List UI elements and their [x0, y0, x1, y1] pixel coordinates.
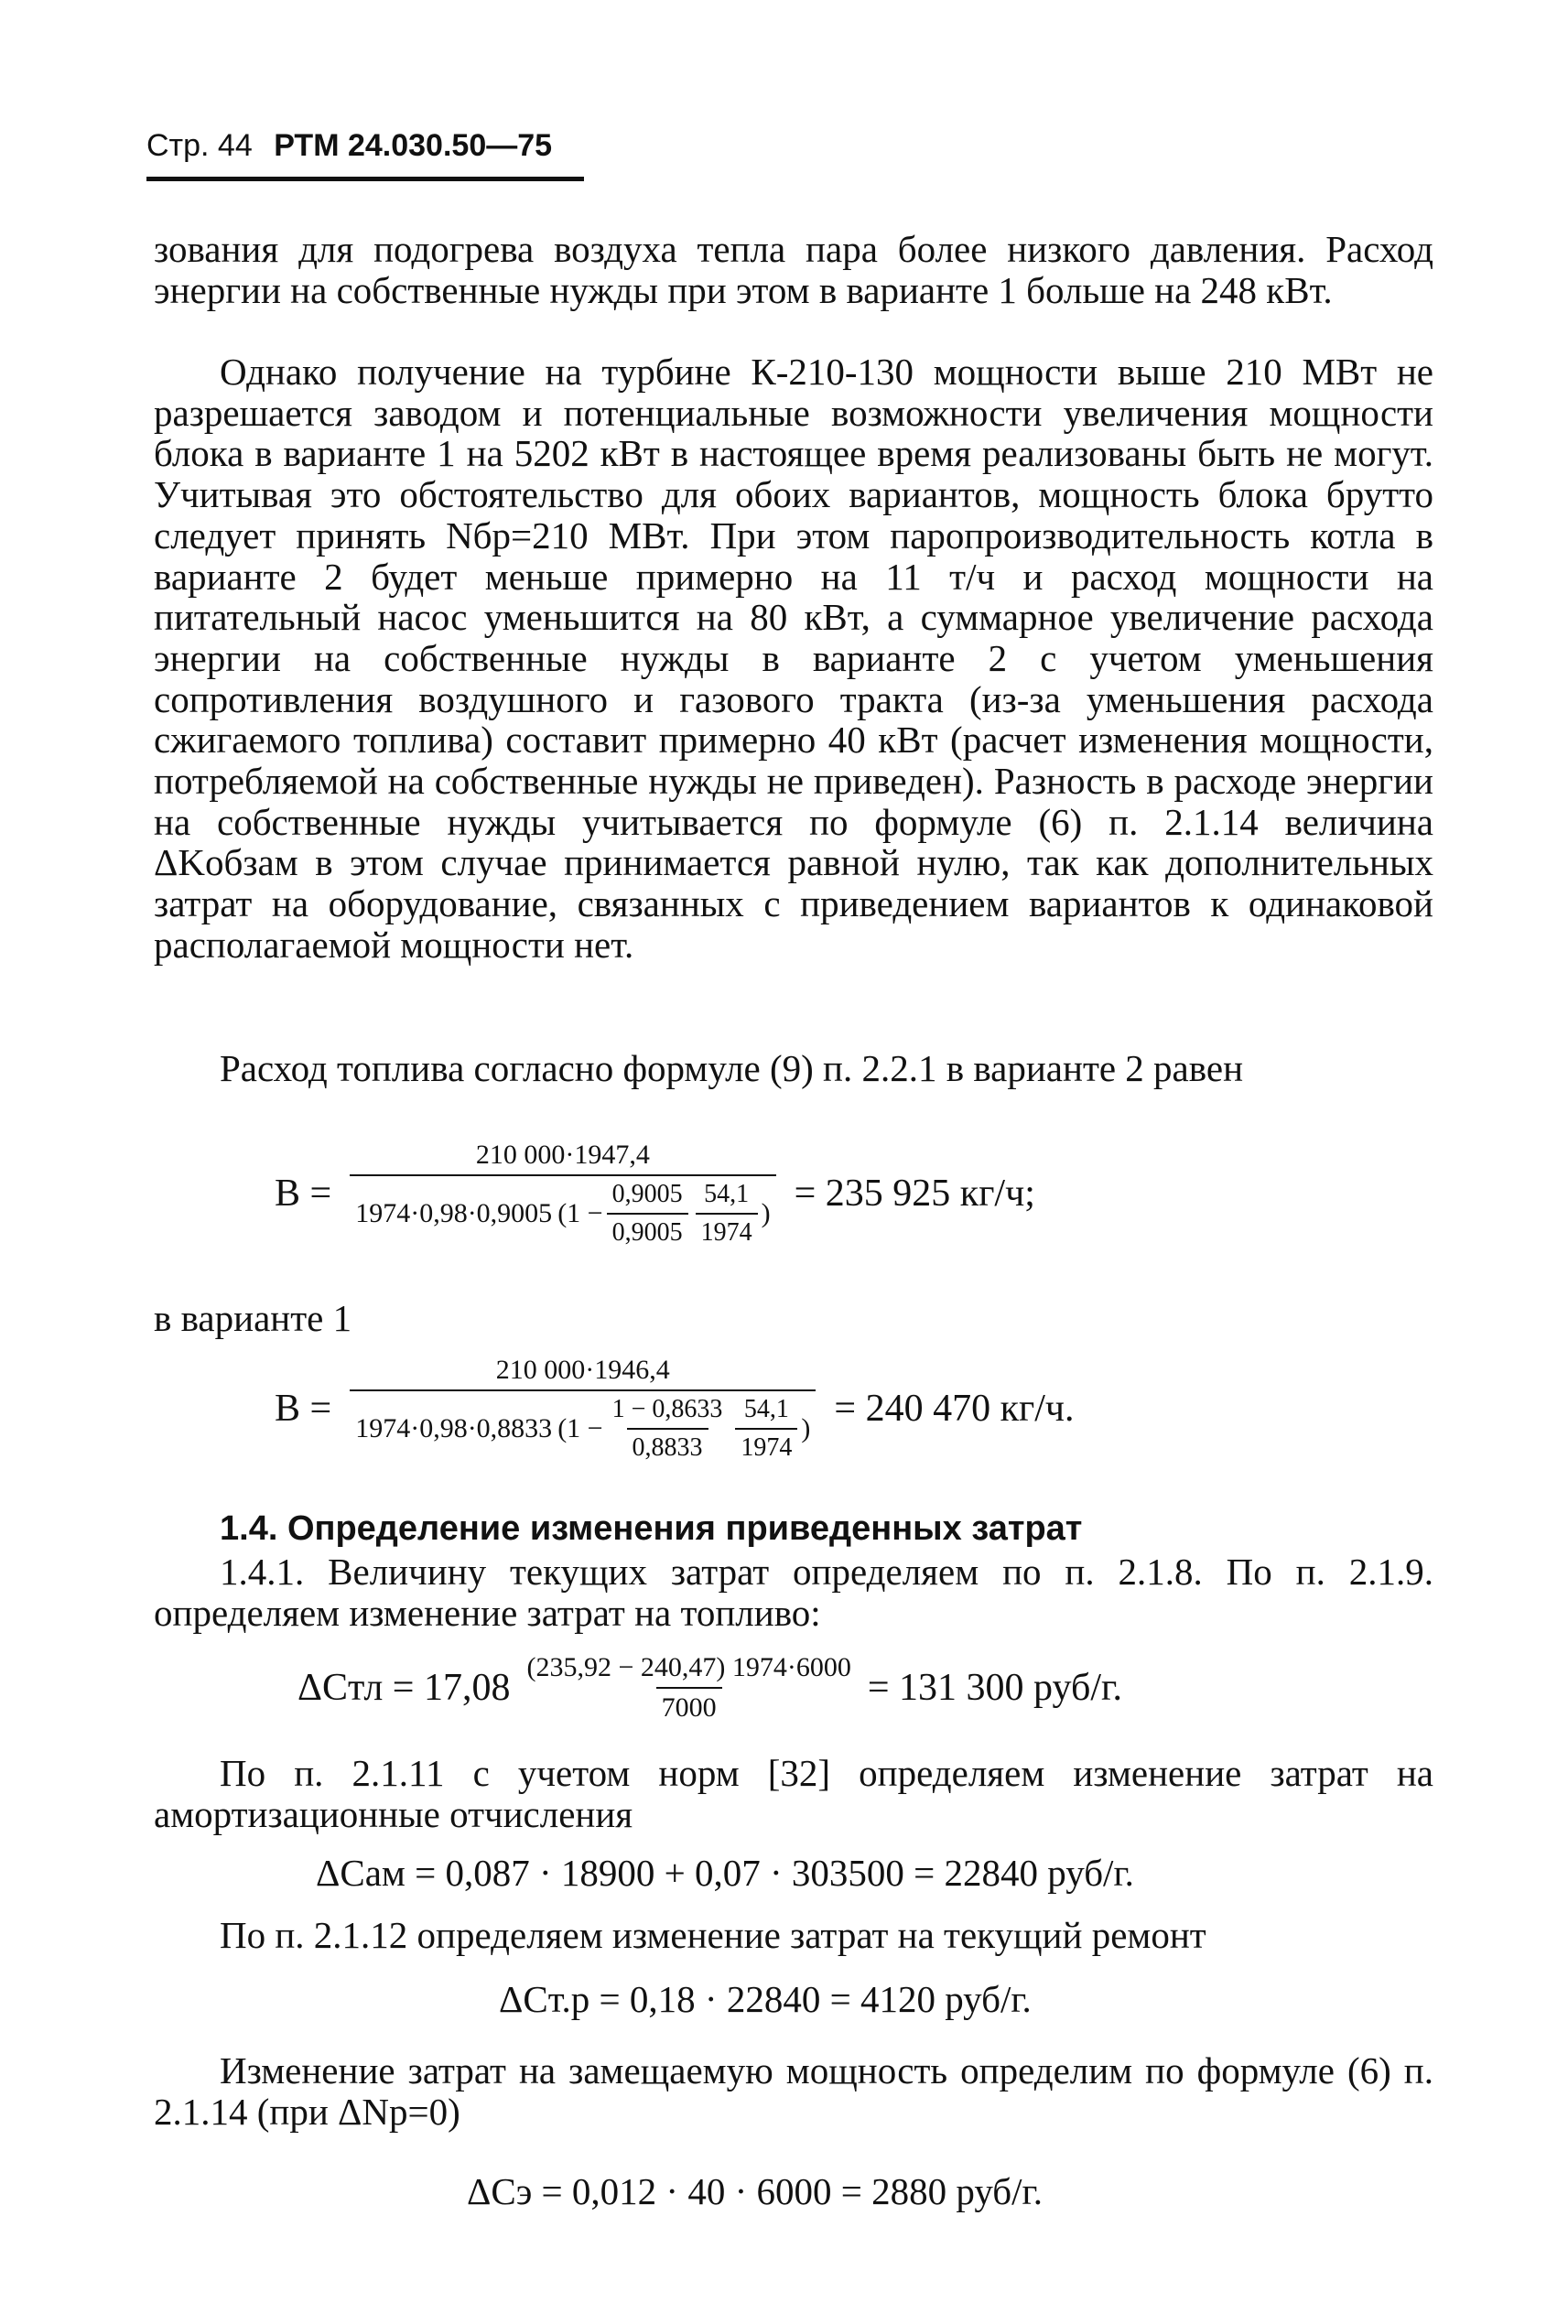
formula-rhs: = 131 300 руб/г.: [867, 1667, 1122, 1709]
paragraph-4: в варианте 1: [154, 1297, 352, 1339]
formula-b-variant-2: [275, 1140, 1035, 1248]
document-code: РТМ 24.030.50—75: [274, 128, 553, 163]
ratio-fraction: [696, 1180, 758, 1248]
inner-fraction: [607, 1180, 688, 1248]
formula-delta-c-amortization: ΔCам = 0,087 · 18900 + 0,07 · 303500 = 22840 руб/г.: [316, 1852, 1134, 1894]
inner-fraction: [607, 1395, 729, 1463]
formula-b-variant-1: [275, 1355, 1075, 1463]
paragraph-7: По п. 2.1.12 определяем изменение затрат на текущий ремонт: [220, 1914, 1206, 1956]
den-left: 1974·0,98·0,8833: [355, 1413, 553, 1443]
section-heading: 1.4. Определение изменения приведенных затрат: [220, 1509, 1083, 1548]
den-open: (1 −: [557, 1198, 603, 1228]
den-close: ): [761, 1198, 771, 1228]
main-fraction: [350, 1140, 775, 1248]
fraction-numerator: (235,92 − 240,47) 1974·6000: [526, 1652, 851, 1682]
den-close: ): [801, 1413, 811, 1443]
paragraph-8: Изменение затрат на замещаемую мощность определим по формуле (6) п. 2.1.14 (при ΔNр=0): [154, 2049, 1433, 2133]
paragraph-1: зования для подогрева воздуха тепла пара более низкого давления. Расход энергии на собственные нужды при этом в варианте 1 больше на 248 кВт.: [154, 228, 1433, 311]
fraction-denominator: [350, 1174, 775, 1248]
ratio-numerator: 54,1: [704, 1180, 750, 1208]
fuel-fraction: [521, 1652, 856, 1724]
ratio-denominator: 1974: [735, 1428, 797, 1463]
den-left: 1974·0,98·0,9005: [355, 1198, 553, 1228]
inner-denominator: 0,8833: [627, 1428, 708, 1463]
formula-lhs: B =: [275, 1388, 332, 1430]
formula-rhs: = 235 925 кг/ч;: [794, 1173, 1035, 1215]
den-open: (1 −: [557, 1413, 603, 1443]
formula-delta-c-fuel: [297, 1652, 1122, 1724]
inner-numerator: 1 − 0,8633: [611, 1395, 723, 1423]
page-header: [146, 128, 552, 164]
formula-lhs: ΔCтл = 17,08: [297, 1667, 511, 1709]
header-rule: [146, 177, 584, 181]
page-number: Стр. 44: [146, 128, 253, 163]
formula-delta-c-capacity: ΔCэ = 0,012 · 40 · 6000 = 2880 руб/г.: [467, 2170, 1043, 2212]
paragraph-3: Расход топлива согласно формуле (9) п. 2.2.1 в варианте 2 равен: [220, 1047, 1244, 1089]
fraction-numerator: 210 000·1946,4: [495, 1355, 670, 1385]
formula-rhs: = 240 470 кг/ч.: [834, 1388, 1075, 1430]
ratio-denominator: 1974: [696, 1213, 758, 1248]
ratio-fraction: [735, 1395, 797, 1463]
fraction-denominator: 7000: [656, 1687, 722, 1724]
main-fraction: [350, 1355, 816, 1463]
fraction-denominator: [350, 1389, 816, 1463]
paragraph-6: По п. 2.1.11 с учетом норм [32] определяем изменение затрат на амортизационные отчисления: [154, 1752, 1433, 1835]
inner-numerator: 0,9005: [611, 1180, 683, 1208]
fraction-numerator: 210 000·1947,4: [475, 1140, 650, 1170]
ratio-numerator: 54,1: [743, 1395, 789, 1423]
inner-denominator: 0,9005: [607, 1213, 688, 1248]
paragraph-2: Однако получение на турбине К-210-130 мощности выше 210 МВт не разрешается заводом и потенциальные возможности увеличения мощности блока в варианте 1 на 5202 кВт в настоящее время реализованы быть не могут. Учитывая это обстоятельство для обоих вариантов, мощность блока брутто следует принять Nбр=210 МВт. При этом паропроизводительность котла в варианте 2 будет меньше примерно на 11 т/ч и расход мощности на питательный насос уменьшится на 80 кВт, а суммарное увеличение расхода энергии на собственные нужды в варианте 2 с учетом уменьшения сопротивления воздушного и газового тракта (из-за уменьшения расхода сжигаемого топлива) составит примерно 40 кВт (расчет изменения мощности, потребляемой на собственные нужды не приведен). Разность в расходе энергии на собственные нужды учитывается по формуле (6) п. 2.1.14 величина ΔKобзам в этом случае принимается равной нулю, так как дополнительных затрат на оборудование, связанных с приведением вариантов к одинаковой располагаемой мощности нет.: [154, 351, 1433, 966]
formula-lhs: B =: [275, 1173, 332, 1215]
formula-delta-c-repair: ΔCт.р = 0,18 · 22840 = 4120 руб/г.: [499, 1978, 1032, 2020]
paragraph-5: 1.4.1. Величину текущих затрат определяем по п. 2.1.8. По п. 2.1.9. определяем изменение затрат на топливо:: [154, 1551, 1433, 1634]
